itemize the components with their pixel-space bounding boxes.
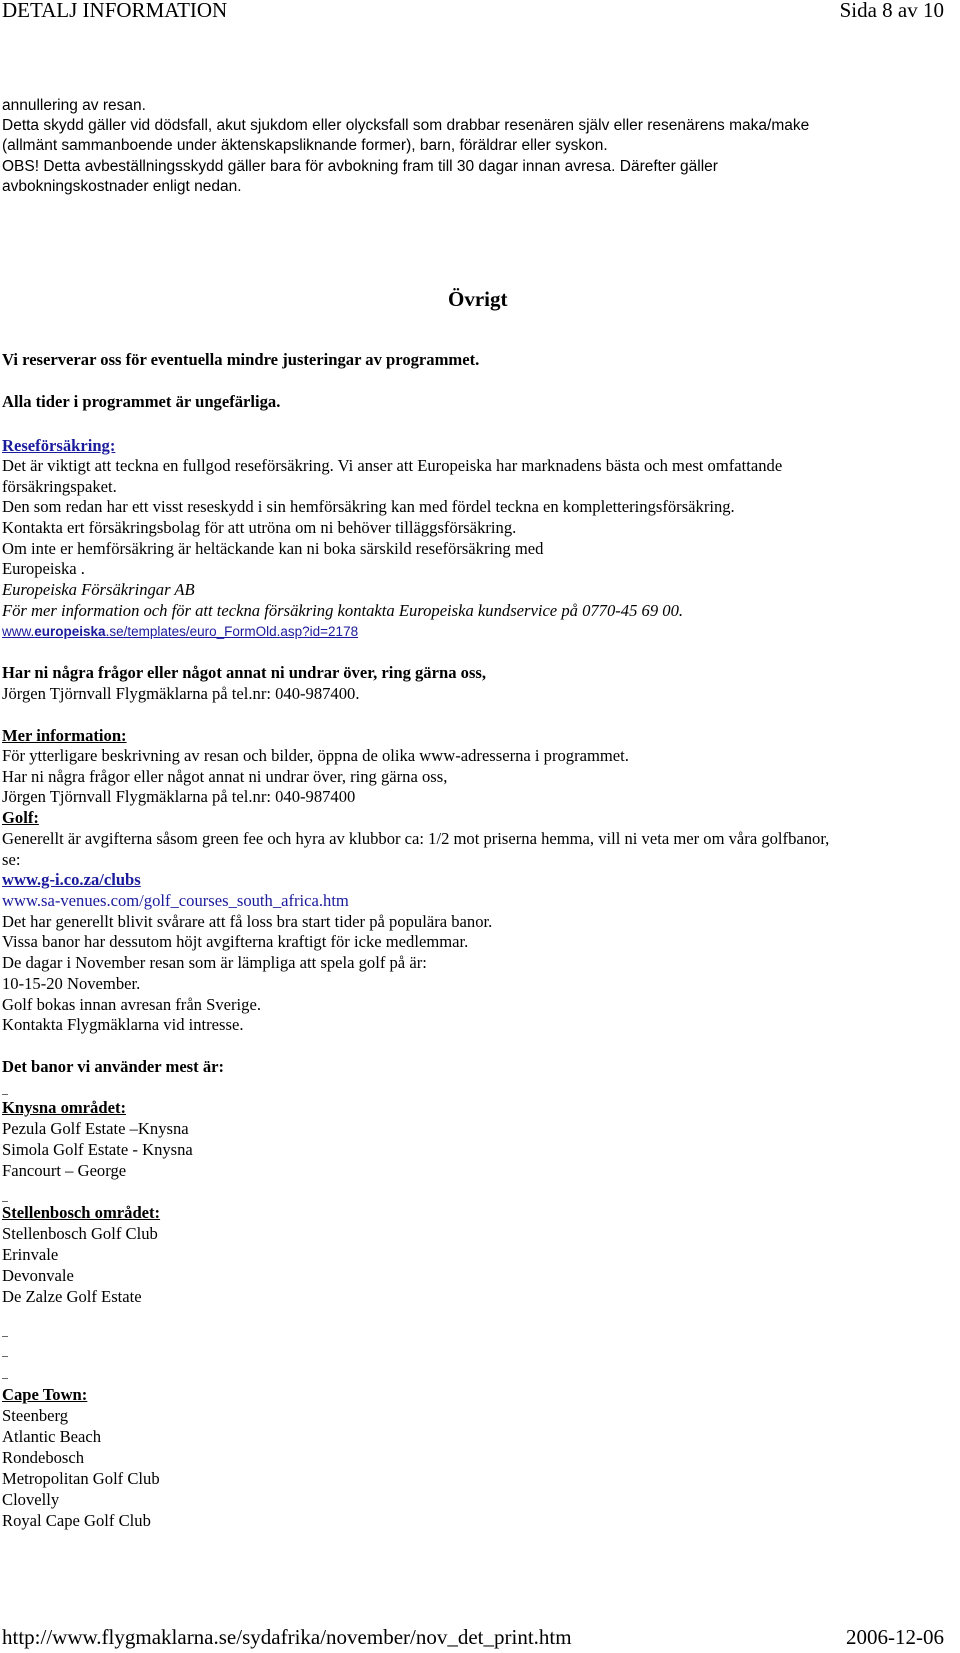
capetown-heading: Cape Town: — [2, 1385, 88, 1404]
ovrigt-line-2: Alla tider i programmet är ungefärliga. — [2, 392, 281, 411]
divider-mark — [2, 1378, 8, 1379]
insurance-company: Europeiska Försäkringar AB — [2, 580, 195, 599]
insurance-line-6: Europeiska . — [2, 559, 85, 578]
page-number: Sida 8 av 10 — [839, 0, 944, 22]
more-info-line-2: Har ni några frågor eller något annat ni undrar över, ring gärna oss, — [2, 767, 448, 786]
footer-date: 2006-12-06 — [846, 1625, 944, 1649]
more-info-heading: Mer information: — [2, 726, 127, 745]
divider-mark — [2, 1336, 8, 1337]
list-item: Stellenbosch Golf Club — [2, 1224, 158, 1243]
list-item: Rondebosch — [2, 1448, 85, 1467]
list-item: De Zalze Golf Estate — [2, 1287, 142, 1306]
list-item: Clovelly — [2, 1490, 60, 1509]
list-item: Royal Cape Golf Club — [2, 1511, 151, 1530]
courses-heading: Det banor vi använder mest är: — [2, 1057, 225, 1076]
divider-mark — [2, 1356, 8, 1357]
golf-line-7: Golf bokas innan avresan från Sverige. — [2, 995, 261, 1014]
golf-line-2: se: — [2, 850, 21, 869]
cancel-line-3: (allmänt sammanboende under äktenskapsliknande former), barn, föräldrar eller syskon. — [2, 137, 608, 154]
questions-contact: Jörgen Tjörnvall Flygmäklarna på tel.nr: 040-987400. — [2, 684, 360, 703]
list-item: Metropolitan Golf Club — [2, 1469, 160, 1488]
list-item: Fancourt – George — [2, 1161, 127, 1180]
insurance-heading: Reseförsäkring: — [2, 436, 116, 455]
cancel-line-2: Detta skydd gäller vid dödsfall, akut sjukdom eller olycksfall som drabbar resenären själv eller resenärens maka/make — [2, 117, 810, 134]
insurance-line-3: Den som redan har ett visst reseskydd i sin hemförsäkring kan med fördel teckna en kompletteringsförsäkring. — [2, 497, 735, 516]
insurance-line-1: Det är viktigt att teckna en fullgod reseförsäkring. Vi anser att Europeiska har marknadens bästa och mest omfattande — [2, 456, 783, 475]
insurance-line-2: försäkringspaket. — [2, 477, 117, 496]
gi-clubs-link[interactable]: www.g-i.co.za/clubs — [2, 870, 141, 889]
golf-heading: Golf: — [2, 808, 39, 827]
list-item: Steenberg — [2, 1406, 69, 1425]
link-part-domain: europeiska — [34, 624, 106, 639]
document-title: DETALJ INFORMATION — [2, 0, 228, 22]
divider-mark — [2, 1201, 8, 1202]
europeiska-link[interactable] — [2, 624, 358, 639]
section-heading-ovrigt: Övrigt — [448, 287, 508, 311]
list-item: Devonvale — [2, 1266, 74, 1285]
insurance-contact-info: För mer information och för att teckna försäkring kontakta Europeiska kundservice på 0770-45 69 00. — [2, 601, 684, 620]
more-info-line-3: Jörgen Tjörnvall Flygmäklarna på tel.nr: 040-987400 — [2, 787, 356, 806]
stellenbosch-heading: Stellenbosch området: — [2, 1203, 161, 1222]
golf-line-4: Vissa banor har dessutom höjt avgifterna kraftigt för icke medlemmar. — [2, 932, 469, 951]
questions-line: Har ni några frågor eller något annat ni undrar över, ring gärna oss, — [2, 663, 487, 682]
page-header — [0, 0, 960, 30]
insurance-line-4: Kontakta ert försäkringsbolag för att utröna om ni behöver tilläggsförsäkring. — [2, 518, 517, 537]
link-part-prefix: www. — [2, 624, 35, 639]
cancel-line-4: OBS! Detta avbeställningsskydd gäller bara för avbokning fram till 30 dagar innan avresa. Därefter gäller — [2, 158, 718, 175]
cancel-line-5: avbokningskostnader enligt nedan. — [2, 178, 242, 195]
ovrigt-line-1: Vi reserverar oss för eventuella mindre justeringar av programmet. — [2, 350, 480, 369]
list-item: Pezula Golf Estate –Knysna — [2, 1119, 189, 1138]
footer-url: http://www.flygmaklarna.se/sydafrika/november/nov_det_print.htm — [2, 1625, 572, 1649]
cancel-line-1: annullering av resan. — [2, 97, 146, 114]
more-info-line-1: För ytterligare beskrivning av resan och bilder, öppna de olika www-adresserna i programmet. — [2, 746, 629, 765]
sa-venues-link[interactable]: www.sa-venues.com/golf_courses_south_africa.htm — [2, 891, 349, 910]
golf-line-1: Generellt är avgifterna såsom green fee och hyra av klubbor ca: 1/2 mot priserna hemma, vill ni veta mer om våra golfbanor, — [2, 829, 830, 848]
insurance-line-5: Om inte er hemförsäkring är heltäckande kan ni boka särskild reseförsäkring med — [2, 539, 544, 558]
page-footer — [0, 1625, 960, 1653]
knysna-heading: Knysna området: — [2, 1098, 126, 1117]
list-item: Erinvale — [2, 1245, 59, 1264]
link-part-path: .se/templates/euro_FormOld.asp?id=2178 — [105, 624, 359, 639]
divider-mark — [2, 1094, 8, 1095]
golf-line-8: Kontakta Flygmäklarna vid intresse. — [2, 1015, 244, 1034]
list-item: Simola Golf Estate - Knysna — [2, 1140, 193, 1159]
list-item: Atlantic Beach — [2, 1427, 102, 1446]
golf-line-3: Det har generellt blivit svårare att få loss bra start tider på populära banor. — [2, 912, 493, 931]
golf-line-5: De dagar i November resan som är lämpliga att spela golf på är: — [2, 953, 427, 972]
golf-line-6: 10-15-20 November. — [2, 974, 141, 993]
